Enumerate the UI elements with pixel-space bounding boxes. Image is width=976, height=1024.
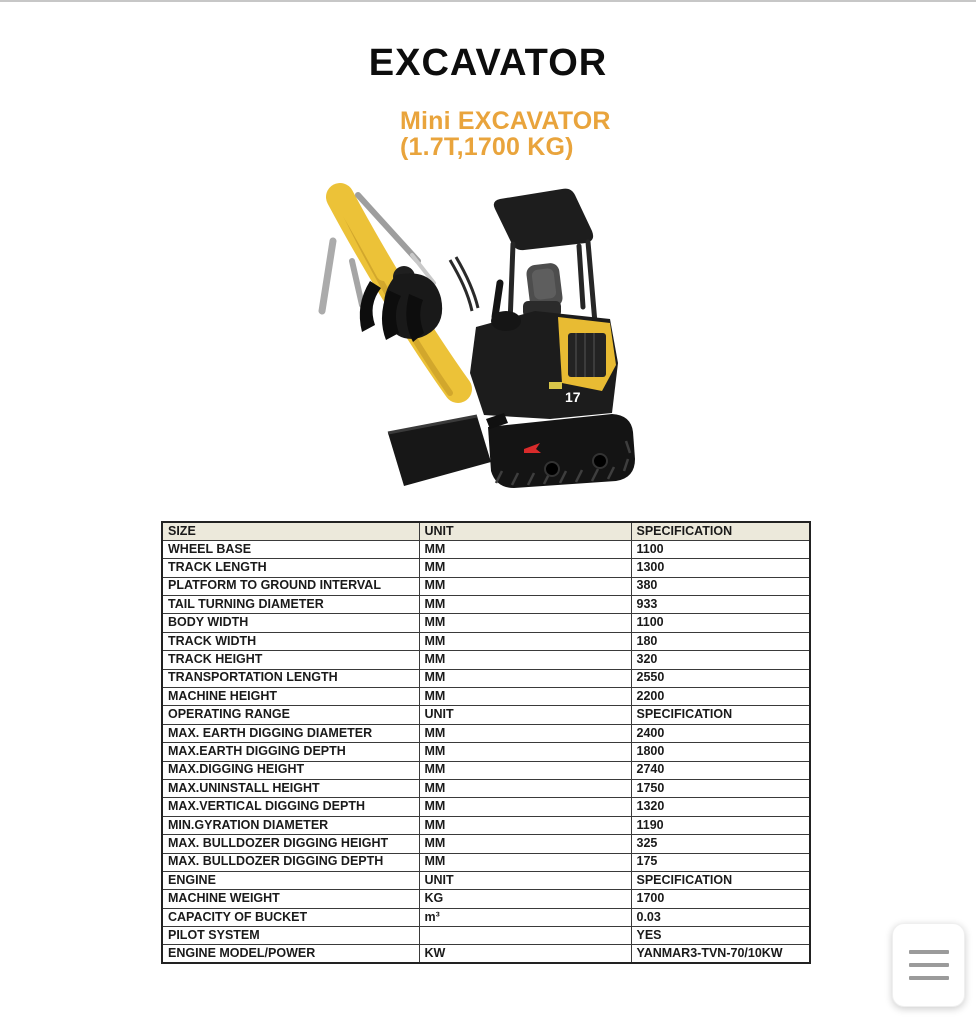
table-cell: 2740	[631, 761, 810, 779]
table-header-row	[162, 522, 810, 540]
table-cell: MAX.DIGGING HEIGHT	[162, 761, 419, 779]
table-cell: m³	[419, 908, 631, 926]
table-cell: MM	[419, 632, 631, 650]
excavator-photo	[300, 165, 660, 515]
table-row	[162, 540, 810, 558]
canopy-roof	[494, 189, 593, 251]
table-cell: UNIT	[419, 871, 631, 889]
table-cell: TRACK WIDTH	[162, 632, 419, 650]
table-cell: 1800	[631, 743, 810, 761]
subtitle-line1: Mini EXCAVATOR	[400, 107, 611, 135]
table-row	[162, 669, 810, 687]
table-cell: MM	[419, 559, 631, 577]
table-cell: MM	[419, 835, 631, 853]
page-title: EXCAVATOR	[368, 42, 608, 84]
table-cell: 1300	[631, 559, 810, 577]
table-cell: MM	[419, 761, 631, 779]
table-cell: MM	[419, 540, 631, 558]
table-row	[162, 816, 810, 834]
table-cell	[419, 927, 631, 945]
menu-button[interactable]	[892, 923, 965, 1007]
table-cell: MM	[419, 779, 631, 797]
table-cell: MAX. EARTH DIGGING DIAMETER	[162, 724, 419, 742]
table-cell: MM	[419, 816, 631, 834]
table-cell: WHEEL BASE	[162, 540, 419, 558]
hydraulic-hoses	[450, 257, 478, 311]
table-cell: MACHINE WEIGHT	[162, 890, 419, 908]
model-badge: 17	[565, 389, 581, 405]
table-cell: MM	[419, 596, 631, 614]
table-row	[162, 614, 810, 632]
hamburger-bar	[909, 950, 949, 954]
table-cell: MM	[419, 614, 631, 632]
table-row	[162, 706, 810, 724]
table-cell: MM	[419, 743, 631, 761]
table-cell: BODY WIDTH	[162, 614, 419, 632]
table-cell: MAX.VERTICAL DIGGING DEPTH	[162, 798, 419, 816]
table-row	[162, 724, 810, 742]
table-cell: MM	[419, 798, 631, 816]
table-row	[162, 761, 810, 779]
table-cell: 1750	[631, 779, 810, 797]
table-cell: OPERATING RANGE	[162, 706, 419, 724]
table-cell: SPECIFICATION	[631, 871, 810, 889]
table-row	[162, 779, 810, 797]
table-cell: MM	[419, 724, 631, 742]
table-row	[162, 559, 810, 577]
table-row	[162, 596, 810, 614]
spec-table-body	[162, 540, 810, 963]
table-cell: ENGINE	[162, 871, 419, 889]
table-row	[162, 835, 810, 853]
table-row	[162, 890, 810, 908]
table-row	[162, 798, 810, 816]
table-cell: MAX. BULLDOZER DIGGING DEPTH	[162, 853, 419, 871]
table-cell: 320	[631, 651, 810, 669]
table-row	[162, 853, 810, 871]
table-cell: MM	[419, 688, 631, 706]
table-cell: 2200	[631, 688, 810, 706]
table-cell: 380	[631, 577, 810, 595]
table-cell: 1100	[631, 614, 810, 632]
table-cell: MM	[419, 669, 631, 687]
table-cell: 1190	[631, 816, 810, 834]
table-cell: TRANSPORTATION LENGTH	[162, 669, 419, 687]
table-cell: UNIT	[419, 706, 631, 724]
table-cell: TAIL TURNING DIAMETER	[162, 596, 419, 614]
table-row	[162, 871, 810, 889]
table-cell: 1320	[631, 798, 810, 816]
table-cell: MM	[419, 651, 631, 669]
spec-table	[161, 521, 811, 964]
header-unit: UNIT	[419, 522, 631, 540]
table-cell: CAPACITY OF BUCKET	[162, 908, 419, 926]
table-cell: 2550	[631, 669, 810, 687]
table-cell: 1700	[631, 890, 810, 908]
engine-cover-panel	[558, 317, 616, 391]
table-row	[162, 632, 810, 650]
table-row	[162, 688, 810, 706]
table-cell: YANMAR3-TVN-70/10KW	[631, 945, 810, 963]
top-divider	[0, 0, 976, 2]
table-row	[162, 927, 810, 945]
table-cell: YES	[631, 927, 810, 945]
table-cell: MM	[419, 577, 631, 595]
seat	[523, 262, 564, 317]
header-size: SIZE	[162, 522, 419, 540]
table-cell: 175	[631, 853, 810, 871]
table-cell: MAX. BULLDOZER DIGGING HEIGHT	[162, 835, 419, 853]
tracks	[488, 414, 635, 488]
hamburger-bar	[909, 963, 949, 967]
engine-detail	[495, 283, 500, 317]
table-cell: MIN.GYRATION DIAMETER	[162, 816, 419, 834]
table-cell: MACHINE HEIGHT	[162, 688, 419, 706]
table-cell: KG	[419, 890, 631, 908]
hamburger-menu-icon	[909, 950, 949, 980]
table-cell: ENGINE MODEL/POWER	[162, 945, 419, 963]
table-cell: MAX.EARTH DIGGING DEPTH	[162, 743, 419, 761]
page-subtitle	[400, 108, 611, 160]
table-cell: 325	[631, 835, 810, 853]
table-cell: 0.03	[631, 908, 810, 926]
table-cell: 1100	[631, 540, 810, 558]
table-cell: MM	[419, 853, 631, 871]
hamburger-bar	[909, 976, 949, 980]
table-row	[162, 651, 810, 669]
table-cell: KW	[419, 945, 631, 963]
table-row	[162, 577, 810, 595]
table-cell: PLATFORM TO GROUND INTERVAL	[162, 577, 419, 595]
table-cell: PILOT SYSTEM	[162, 927, 419, 945]
table-cell: 180	[631, 632, 810, 650]
table-cell: TRACK HEIGHT	[162, 651, 419, 669]
header-specification: SPECIFICATION	[631, 522, 810, 540]
table-cell: SPECIFICATION	[631, 706, 810, 724]
table-cell: TRACK LENGTH	[162, 559, 419, 577]
table-row	[162, 743, 810, 761]
table-cell: MAX.UNINSTALL HEIGHT	[162, 779, 419, 797]
table-row	[162, 945, 810, 963]
table-cell: 933	[631, 596, 810, 614]
subtitle-line2: (1.7T,1700 KG)	[400, 133, 574, 161]
table-row	[162, 908, 810, 926]
side-label	[549, 382, 562, 389]
table-cell: 2400	[631, 724, 810, 742]
